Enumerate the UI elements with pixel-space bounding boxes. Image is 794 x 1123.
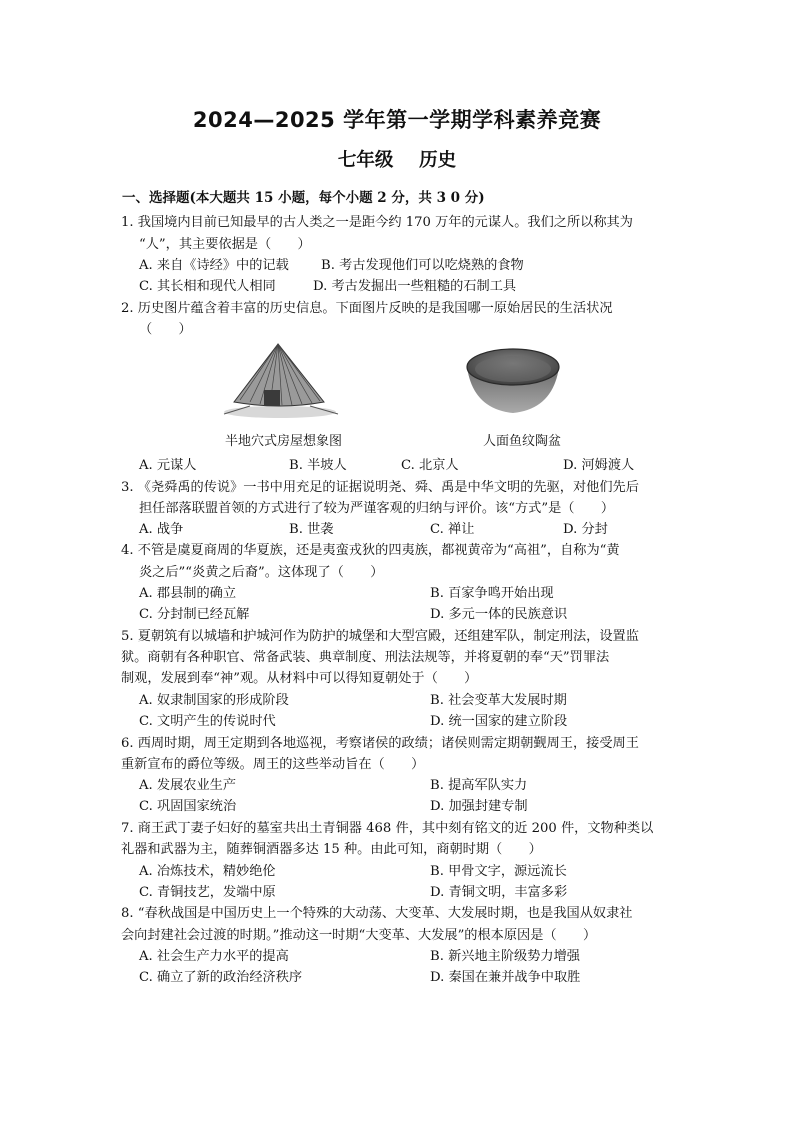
question-5-option-c: C. 文明产生的传说时代	[139, 714, 276, 729]
question-1-option-c: C. 其长相和现代人相同	[139, 279, 276, 294]
question-3-option-a: A. 战争	[139, 522, 184, 537]
question-3-option-d: D. 分封	[563, 522, 608, 537]
question-4-stem: 4. 不管是虞夏商周的华夏族，还是夷蛮戎狄的四夷族，都视黄帝为“高祖”，自称为“黄	[121, 543, 620, 558]
question-7-option-c: C. 青铜技艺，发端中原	[139, 885, 276, 900]
question-6-option-a: A. 发展农业生产	[139, 778, 237, 793]
question-8-option-b: B. 新兴地主阶级势力增强	[430, 949, 580, 964]
question-8-option-d: D. 秦国在兼并战争中取胜	[430, 970, 581, 985]
question-6-stem-cont: 重新宣布的爵位等级。周王的这些举动旨在（ ）	[121, 757, 425, 772]
question-5-stem-cont-1: 狱。商朝有各种职官、常备武装、典章制度、刑法法规等，并将夏朝的奉“天”罚罪法	[121, 650, 610, 665]
question-8-option-a: A. 社会生产力水平的提高	[139, 949, 289, 964]
question-3-option-c: C. 禅让	[430, 522, 475, 537]
question-7-option-a: A. 冶炼技术，精妙绝伦	[139, 864, 276, 879]
question-5-option-a: A. 奴隶制国家的形成阶段	[139, 693, 289, 708]
question-5-stem-cont-2: 制观，发展到奉“神”观。从材料中可以得知夏朝处于（ ）	[121, 671, 478, 686]
question-1-stem-cont: “人”，其主要依据是（ ）	[139, 237, 311, 252]
question-8-option-c: C. 确立了新的政治经济秩序	[139, 970, 303, 985]
question-5-option-d: D. 统一国家的建立阶段	[430, 714, 568, 729]
question-4-option-a: A. 郡县制的确立	[139, 586, 237, 601]
question-1-option-b: B. 考古发现他们可以吃烧熟的食物	[321, 258, 524, 273]
question-2-stem: 2. 历史图片蕴含着丰富的历史信息。下面图片反映的是我国哪一原始居民的生活状况	[121, 301, 613, 316]
question-7-stem-cont: 礼器和武器为主，随葬铜酒器多达 15 种。由此可知，商朝时期（ ）	[121, 842, 542, 857]
question-6-option-c: C. 巩固国家统治	[139, 799, 237, 814]
hut-image	[220, 340, 340, 420]
question-5-stem: 5. 夏朝筑有以城墙和护城河作为防护的城堡和大型宫殿，还组建军队，制定刑法，设置监	[121, 629, 639, 644]
page-subtitle: 七年级 历史	[337, 150, 457, 171]
question-1-stem: 1. 我国境内目前已知最早的古人类之一是距今约 170 万年的元谋人。我们之所以称其为	[121, 215, 633, 230]
question-7-stem: 7. 商王武丁妻子妇好的墓室共出土青铜器 468 件，其中刻有铭文的近 200 件，文物种类以	[121, 821, 654, 836]
pottery-basin-image	[463, 345, 563, 417]
page-title: 2024—2025 学年第一学期学科素养竞赛	[192, 108, 602, 132]
question-3-option-b: B. 世袭	[289, 522, 334, 537]
question-1-option-d: D. 考古发掘出一些粗糙的石制工具	[313, 279, 517, 294]
question-8-stem-cont: 会向封建社会过渡的时期。”推动这一时期“大变革、大发展”的根本原因是（ ）	[121, 928, 597, 943]
question-2-option-a: A. 元谋人	[139, 458, 197, 473]
basin-caption: 人面鱼纹陶盆	[483, 434, 562, 449]
question-4-option-b: B. 百家争鸣开始出现	[430, 586, 554, 601]
question-2-option-d: D. 河姆渡人	[563, 458, 635, 473]
question-2-stem-cont: （ ）	[139, 322, 192, 337]
question-4-option-c: C. 分封制已经瓦解	[139, 607, 250, 622]
question-6-option-b: B. 提高军队实力	[430, 778, 528, 793]
question-3-stem: 3. 《尧舜禹的传说》一书中用充足的证据说明尧、舜、禹是中华文明的先驱，对他们先后	[121, 480, 639, 495]
question-6-stem: 6. 西周时期，周王定期到各地巡视，考察诸侯的政绩；诸侯则需定期朝觐周王，接受周王	[121, 736, 639, 751]
question-5-option-b: B. 社会变革大发展时期	[430, 693, 567, 708]
question-4-option-d: D. 多元一体的民族意识	[430, 607, 568, 622]
question-7-option-b: B. 甲骨文字，源远流长	[430, 864, 567, 879]
question-4-stem-cont: 炎之后”“炎黄之后裔”。这体现了（ ）	[139, 565, 384, 580]
question-7-option-d: D. 青铜文明，丰富多彩	[430, 885, 568, 900]
question-3-stem-cont: 担任部落联盟首领的方式进行了较为严谨客观的归纳与评价。该“方式”是（ ）	[139, 501, 615, 516]
question-8-stem: 8. “春秋战国是中国历史上一个特殊的大动荡、大变革、大发展时期，也是我国从奴隶社	[121, 906, 633, 921]
question-1-option-a: A. 来自《诗经》中的记载	[139, 258, 289, 273]
question-2-option-b: B. 半坡人	[289, 458, 347, 473]
section-heading: 一、选择题(本大题共 15 小题，每个小题 2 分，共 3 0 分)	[122, 190, 485, 206]
question-6-option-d: D. 加强封建专制	[430, 799, 528, 814]
hut-caption: 半地穴式房屋想象图	[225, 434, 343, 449]
question-2-option-c: C. 北京人	[401, 458, 459, 473]
